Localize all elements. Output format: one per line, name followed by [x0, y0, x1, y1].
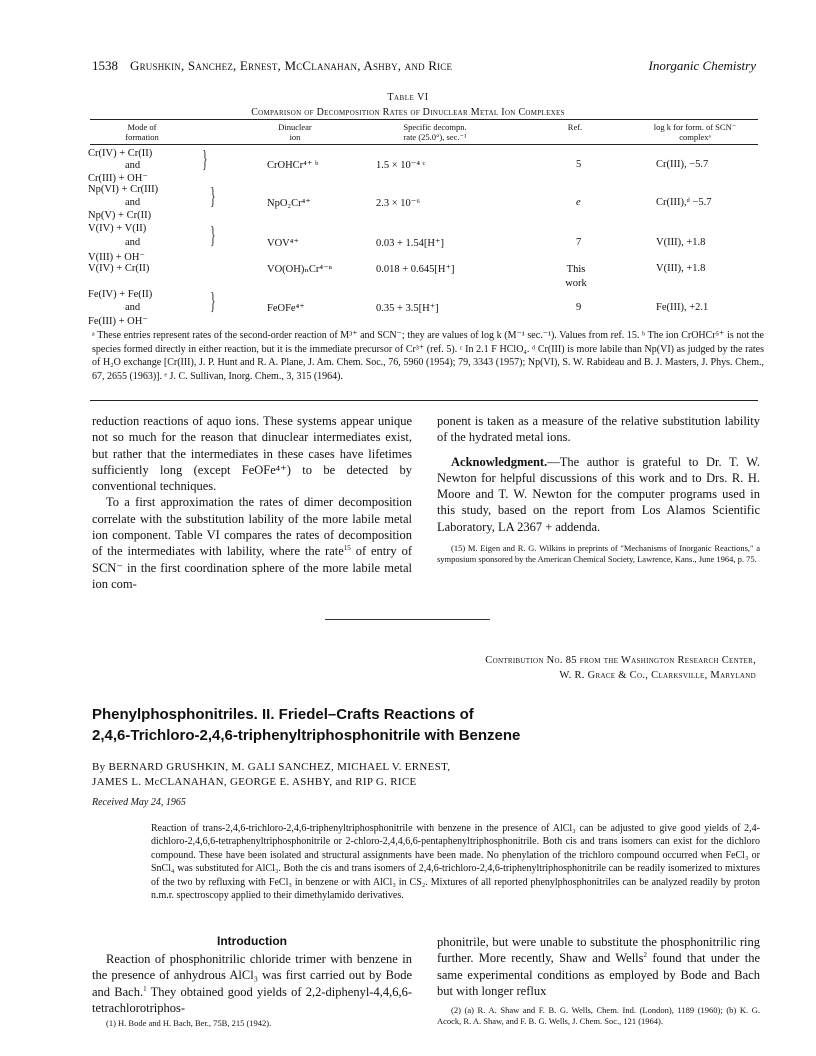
contribution-line-2: W. R. Grace & Co., Clarksville, Maryland [559, 670, 756, 681]
reference-15: (15) M. Eigen and R. G. Wilkins in preprints of "Mechanisms of Inorganic Reactions," a symposium sponsored by the American Chemical Society, Lawrence, Kans., June 1964, p. 75. [437, 543, 760, 565]
article-byline: By BERNARD GRUSHKIN, M. GALI SANCHEZ, MICHAEL V. ERNEST, JAMES L. McCLANAHAN, GEORGE E. ASHBY, and RIP G. RICE [92, 761, 451, 788]
running-header-authors: Grushkin, Sanchez, Ernest, McClanahan, Ashby, and Rice [130, 58, 453, 73]
paragraph: ponent is taken as a measure of the relative substitution lability of the hydrated metal ions. [437, 414, 760, 445]
intro-right-column [437, 934, 760, 1027]
received-date: Received May 24, 1965 [92, 797, 186, 808]
paragraph: phonitrile, but were unable to substitute the phosphonitrilic ring further. More recently, Shaw and Wells$^2$ found that under the same experimental conditions as employed by Bode and Bach but with longer reflux [437, 935, 760, 998]
section-divider [325, 619, 490, 620]
col-header-ion: Dinuclear ion [278, 122, 312, 142]
paragraph: reduction reactions of aquo ions. These systems appear unique not so much for the reason that dinuclear intermediates exist, but rather that the intermediates in these cases have lifetimes sufficiently long (except FeOFe⁴⁺) to be detected by conventional techniques. [92, 414, 412, 494]
article-title: Phenylphosphonitriles. II. Friedel–Crafts Reactions of 2,4,6-Trichloro-2,4,6-triphenyltriphosphonitrile with Benzene [92, 706, 521, 744]
body-left-column [92, 413, 412, 592]
col-header-ref: Ref. [567, 122, 583, 132]
table-subtitle: Comparison of Decomposition Rates of Dinuclear Metal Ion Complexes [251, 107, 565, 118]
table-bottom-rule [90, 400, 758, 401]
abstract: Reaction of trans-2,4,6-trichloro-2,4,6-triphenyltriphosphonitrile with benzene in the presence of AlCl₃ can be adjusted to give good yields of 2,4-dichloro-2,4,6,6-tetraphenyltriphosphonitrile or 2-chloro-2,4,4,6,6-pentaphenyltriphosphonitrile. Both cis and trans isomers can exist for the dichloro compound. These have been isolated and structural assignments have been made. No phenylation of the trichloro compound occurred when FeCl₃ or SnCl₄ was substituted for AlCl₃. Both the cis and trans isomers of 2,4,6-trichloro-2,4,6-triphenyltriphosphonitrile can be readily isomerized to mixtures of the two by refluxing with FeCl₃ in benzene or with AlCl₃ in CS₂. Mixtures of all reported phenylphosphonitriles can be analyzed readily by proton n.m.r. spectroscopy applied to their dimethylamido derivatives. [151, 823, 760, 902]
col-header-logk: log k for form. of SCN⁻ complexᵃ [653, 122, 737, 142]
paragraph: To a first approximation the rates of dimer decomposition correlate with the substitution lability of the more labile metal ion component. Table VI compares the rates of decomposition of the intermediates with lability, where the rate$^{15}$ of entry of SCN⁻ in the first coordination sphere of the more labile metal ion com- [92, 495, 412, 591]
col-header-rate: Specific decompn. rate (25.0°), sec.⁻¹ [403, 122, 467, 142]
page-number: 1538 [92, 58, 118, 73]
reference-2: (2) (a) R. A. Shaw and F. B. G. Wells, Chem. Ind. (London), 1189 (1960); (b) K. G. Acock, R. A. Shaw, and F. B. G. Wells, J. Chem. Soc., 121 (1964). [437, 1005, 760, 1027]
col-header-mode: Mode of formation [125, 122, 159, 142]
brace-icon: } [210, 223, 216, 249]
brace-icon: } [210, 184, 216, 210]
paragraph: Reaction of phosphonitrilic chloride trimer with benzene in the presence of anhydrous AlCl₃ was first carried out by Bode and Bach.$^1$ They obtained good yields of 2,2-diphenyl-4,4,6,6-tetrachlorotriphos- [92, 952, 412, 1015]
introduction-heading: Introduction [217, 934, 287, 948]
acknowledgment-heading: Acknowledgment. [451, 454, 548, 469]
table-top-rule [90, 119, 758, 120]
contribution-line-1: Contribution No. 85 from the Washington Research Center, [485, 655, 756, 666]
acknowledgment: Acknowledgment.—The author is grateful to Dr. T. W. Newton for helpful discussions of this work and to Drs. R. H. Moore and T. W. Newton for the computer programs used in this study, based on the report from Los Alamos Scientific Laboratory, LA 2367 + addenda. [437, 454, 760, 534]
body-right-column [437, 413, 760, 565]
reference-1: (1) H. Bode and H. Bach, Ber., 75B, 215 (1942). [106, 1018, 272, 1029]
brace-icon: } [210, 289, 216, 315]
table-header-rule [90, 144, 758, 145]
table-title: Table VI [387, 92, 429, 103]
brace-icon: } [202, 147, 208, 173]
table-footnotes: ᵃ These entries represent rates of the second-order reaction of M³⁺ and SCN⁻; they are values of log k (M⁻¹ sec.⁻¹). Values from ref. 15. ᵇ The ion CrOHCr⁵⁺ is not the species formed directly in either reaction, but it is the immediate precursor of Cr³⁺ (ref. 5). ᶜ In 2.1 F HClO₄. ᵈ Cr(III) is more labile than Np(VI) as judged by the rates of H₂O exchange [Cr(III), J. P. Hunt and R. A. Plane, J. Am. Chem. Soc., 76, 5960 (1954); 79, 3343 (1957); Np(VI), S. W. Rabideau and B. J. Masters, J. Phys. Chem., 67, 2655 (1963)]. ᵉ J. C. Sullivan, Inorg. Chem., 3, 315 (1964). [92, 330, 764, 382]
intro-left-column [92, 951, 412, 1029]
running-header-journal: Inorganic Chemistry [648, 58, 756, 73]
